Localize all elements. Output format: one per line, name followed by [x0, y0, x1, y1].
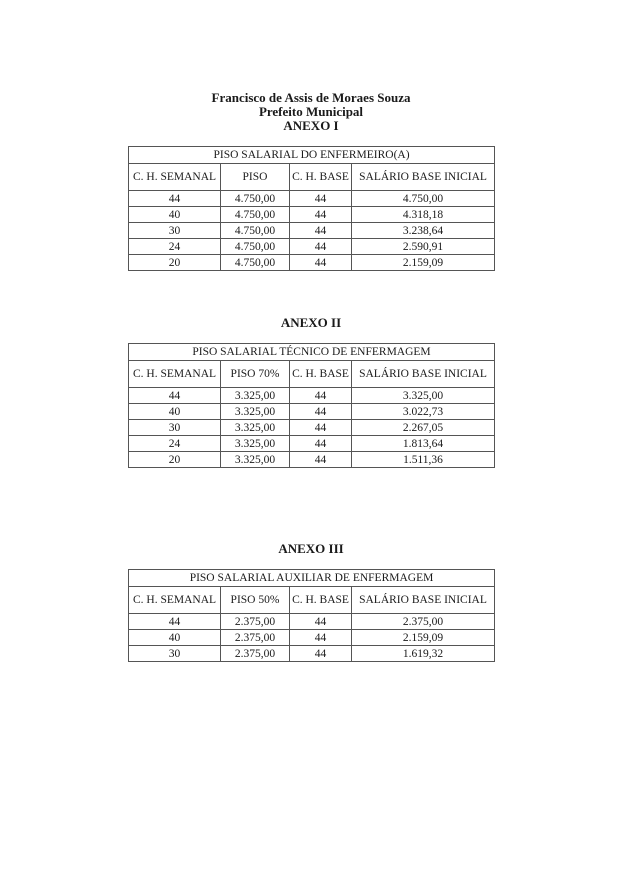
cell-initial-base-salary: 4.750,00 — [352, 191, 495, 207]
annex-2-table — [128, 343, 495, 468]
annex-3-table — [128, 569, 495, 662]
annex-3-title: ANEXO III — [278, 541, 344, 556]
cell-base-hours: 44 — [290, 388, 352, 404]
cell-initial-base-salary: 4.318,18 — [352, 207, 495, 223]
column-header: PISO 70% — [221, 361, 290, 388]
cell-floor-salary: 3.325,00 — [221, 436, 290, 452]
cell-floor-salary: 4.750,00 — [221, 239, 290, 255]
cell-initial-base-salary: 3.238,64 — [352, 223, 495, 239]
table-row — [129, 191, 495, 207]
annex-2-title: ANEXO II — [280, 315, 342, 330]
cell-initial-base-salary: 1.619,32 — [352, 646, 495, 662]
cell-floor-salary: 4.750,00 — [221, 207, 290, 223]
column-header: C. H. SEMANAL — [129, 361, 221, 388]
cell-initial-base-salary: 3.325,00 — [352, 388, 495, 404]
table-row — [129, 614, 495, 630]
mayor-name: Francisco de Assis de Moraes Souza — [211, 90, 411, 105]
table-row — [129, 223, 495, 239]
cell-weekly-hours: 24 — [129, 239, 221, 255]
cell-weekly-hours: 40 — [129, 630, 221, 646]
column-header: C. H. SEMANAL — [129, 587, 221, 614]
column-header: C. H. BASE — [290, 587, 352, 614]
annex-1-table — [128, 146, 495, 271]
table-row — [129, 207, 495, 223]
cell-floor-salary: 2.375,00 — [221, 646, 290, 662]
cell-weekly-hours: 24 — [129, 436, 221, 452]
cell-floor-salary: 2.375,00 — [221, 614, 290, 630]
table-row — [129, 404, 495, 420]
table-title: PISO SALARIAL TÉCNICO DE ENFERMAGEM — [129, 344, 495, 361]
table-row — [129, 630, 495, 646]
cell-weekly-hours: 44 — [129, 614, 221, 630]
table-title: PISO SALARIAL AUXILIAR DE ENFERMAGEM — [129, 570, 495, 587]
cell-base-hours: 44 — [290, 239, 352, 255]
table-row — [129, 255, 495, 271]
cell-initial-base-salary: 2.159,09 — [352, 630, 495, 646]
cell-weekly-hours: 40 — [129, 404, 221, 420]
table-row — [129, 239, 495, 255]
table-row — [129, 420, 495, 436]
cell-initial-base-salary: 1.511,36 — [352, 452, 495, 468]
column-header: SALÁRIO BASE INICIAL — [352, 587, 495, 614]
cell-floor-salary: 2.375,00 — [221, 630, 290, 646]
table-title: PISO SALARIAL DO ENFERMEIRO(A) — [129, 147, 495, 164]
cell-base-hours: 44 — [290, 191, 352, 207]
cell-floor-salary: 3.325,00 — [221, 452, 290, 468]
cell-initial-base-salary: 1.813,64 — [352, 436, 495, 452]
column-header: C. H. BASE — [290, 164, 352, 191]
cell-base-hours: 44 — [290, 436, 352, 452]
annex-1-title: ANEXO I — [283, 118, 339, 133]
cell-weekly-hours: 30 — [129, 420, 221, 436]
cell-floor-salary: 4.750,00 — [221, 191, 290, 207]
column-header: C. H. SEMANAL — [129, 164, 221, 191]
cell-base-hours: 44 — [290, 646, 352, 662]
cell-base-hours: 44 — [290, 223, 352, 239]
cell-floor-salary: 4.750,00 — [221, 255, 290, 271]
cell-floor-salary: 3.325,00 — [221, 404, 290, 420]
cell-weekly-hours: 44 — [129, 191, 221, 207]
table-row — [129, 436, 495, 452]
table-row — [129, 388, 495, 404]
cell-floor-salary: 4.750,00 — [221, 223, 290, 239]
column-header: PISO — [221, 164, 290, 191]
cell-weekly-hours: 20 — [129, 452, 221, 468]
cell-base-hours: 44 — [290, 614, 352, 630]
column-header: SALÁRIO BASE INICIAL — [352, 361, 495, 388]
table-row — [129, 646, 495, 662]
cell-base-hours: 44 — [290, 255, 352, 271]
cell-base-hours: 44 — [290, 630, 352, 646]
mayor-role: Prefeito Municipal — [258, 104, 364, 119]
cell-weekly-hours: 30 — [129, 223, 221, 239]
cell-base-hours: 44 — [290, 207, 352, 223]
cell-base-hours: 44 — [290, 420, 352, 436]
cell-weekly-hours: 44 — [129, 388, 221, 404]
table-row — [129, 452, 495, 468]
column-header: SALÁRIO BASE INICIAL — [352, 164, 495, 191]
cell-floor-salary: 3.325,00 — [221, 420, 290, 436]
cell-base-hours: 44 — [290, 404, 352, 420]
cell-initial-base-salary: 2.159,09 — [352, 255, 495, 271]
cell-weekly-hours: 40 — [129, 207, 221, 223]
cell-initial-base-salary: 2.590,91 — [352, 239, 495, 255]
cell-weekly-hours: 30 — [129, 646, 221, 662]
cell-initial-base-salary: 3.022,73 — [352, 404, 495, 420]
cell-initial-base-salary: 2.267,05 — [352, 420, 495, 436]
cell-initial-base-salary: 2.375,00 — [352, 614, 495, 630]
column-header: PISO 50% — [221, 587, 290, 614]
cell-weekly-hours: 20 — [129, 255, 221, 271]
cell-floor-salary: 3.325,00 — [221, 388, 290, 404]
column-header: C. H. BASE — [290, 361, 352, 388]
cell-base-hours: 44 — [290, 452, 352, 468]
